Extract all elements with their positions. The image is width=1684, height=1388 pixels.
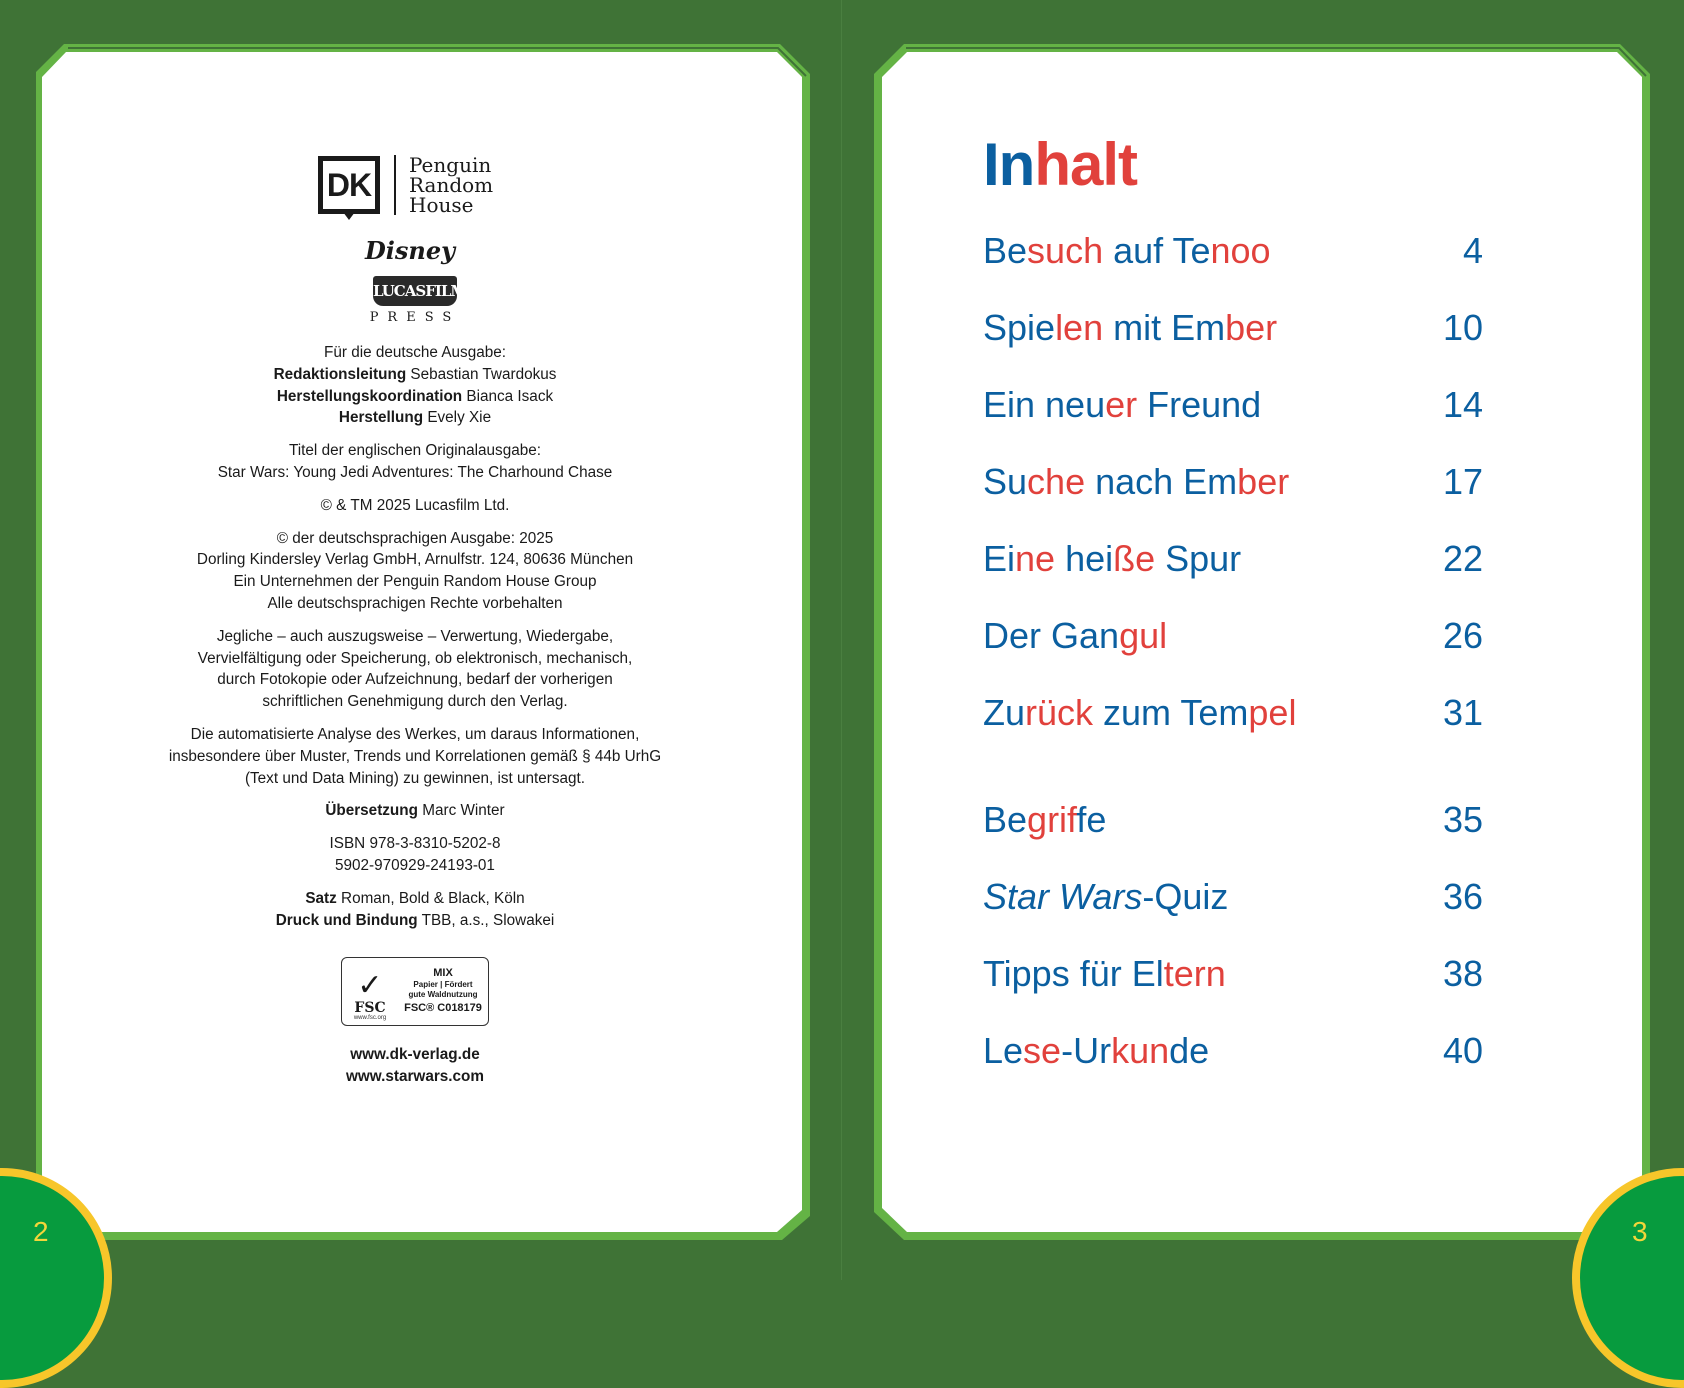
toc-entry-title: Lese-Urkunde xyxy=(983,1030,1210,1071)
toc-entry-title: Eine heiße Spur xyxy=(983,538,1242,579)
toc-entry-page: 26 xyxy=(1442,615,1483,656)
copyright-original: © & TM 2025 Lucasfilm Ltd. xyxy=(320,496,510,514)
toc-entry[interactable] xyxy=(983,872,1483,922)
toc-entry-title: Suche nach Ember xyxy=(983,461,1290,502)
toc-entry[interactable] xyxy=(983,688,1483,738)
lucasfilm-press-label: PRESS xyxy=(369,310,461,325)
tdm-notice: Die automatisierte Analyse des Werkes, um daraus Informationen, insbesondere über Muster, Trends und Korrelationen gemäß § 44b UrhG (Text und Data Mining) zu gewinnen, ist untersagt. xyxy=(168,725,662,787)
toc-entry-page: 14 xyxy=(1442,384,1483,425)
toc-entry[interactable] xyxy=(983,611,1483,661)
reproduction-notice: Jegliche – auch auszugsweise – Verwertung, Wiedergabe, Vervielfältigung oder Speicherung, ob elektronisch, mechanisch, durch Fotokopie oder Aufzeichnung, bedarf der vorherigen schriftlichen Genehmigung durch den Verlag. xyxy=(197,627,633,711)
credit-line: Redaktionsleitung Sebastian Twardokus xyxy=(273,365,557,383)
toc-entry[interactable] xyxy=(983,795,1483,845)
copyright-german-block: © der deutschsprachigen Ausgabe: 2025 Dorling Kindersley Verlag GmbH, Arnulfstr. 124, 80636 München Ein Unternehmen der Penguin Random House Group Alle deutschsprachigen Rechte vorbehalten xyxy=(196,529,634,612)
toc-entry-page: 36 xyxy=(1442,876,1483,917)
toc-entry-title: Der Gangul xyxy=(983,615,1168,656)
dk-verlag-link[interactable]: www.dk-verlag.de xyxy=(350,1046,480,1063)
left-page-imprint xyxy=(0,0,842,1280)
toc-title: Inhalt xyxy=(983,131,1137,198)
toc-entry[interactable] xyxy=(983,1026,1483,1076)
toc-entry[interactable] xyxy=(983,949,1483,999)
credit-line: Herstellungskoordination Bianca Isack xyxy=(276,387,554,405)
toc-entry[interactable] xyxy=(983,226,1483,276)
logo-divider xyxy=(394,155,396,215)
penguin-random-house-wordmark: Penguin Random House xyxy=(409,153,494,217)
page-number-left: 2 xyxy=(33,1216,49,1247)
fsc-certification-label: ✓ FSC www.fsc.org MIX Papier | Fördert gute Waldnutzung FSC® C018179 xyxy=(341,957,489,1026)
toc-entry-title: Besuch auf Tenoo xyxy=(983,230,1271,271)
dk-prh-logo xyxy=(318,155,493,215)
toc-entry-title: Tipps für Eltern xyxy=(983,953,1226,994)
page-number-right: 3 xyxy=(1632,1216,1648,1247)
toc-entry-title: Begriffe xyxy=(983,799,1107,840)
starwars-link[interactable]: www.starwars.com xyxy=(345,1068,484,1085)
toc-entry-page: 10 xyxy=(1442,307,1483,348)
toc-entry-title: Zurück zum Tempel xyxy=(983,692,1297,733)
imprint-text xyxy=(130,342,700,942)
toc-entry-page: 38 xyxy=(1442,953,1483,994)
production-credits: Satz Roman, Bold & Black, Köln Druck und Bindung TBB, a.s., Slowakei xyxy=(275,889,555,929)
toc-entry-title: Spielen mit Ember xyxy=(983,307,1278,348)
website-links xyxy=(130,1044,700,1088)
toc-entry[interactable] xyxy=(983,380,1483,430)
toc-entry-page: 17 xyxy=(1442,461,1483,502)
toc-entry[interactable] xyxy=(983,457,1483,507)
toc-entry-page: 4 xyxy=(1462,230,1483,271)
lucasfilm-logo-icon: LUCASFILM xyxy=(373,276,457,306)
toc-entry-page: 22 xyxy=(1442,538,1483,579)
isbn-block: ISBN 978-3-8310-5202-8 5902-970929-24193-01 xyxy=(329,835,501,874)
toc-entry-title: Ein neuer Freund xyxy=(983,384,1262,425)
credit-line: Herstellung Evely Xie xyxy=(338,409,492,427)
dk-logo-icon: DK xyxy=(318,156,380,214)
original-title-block: Titel der englischen Originalausgabe: Star Wars: Young Jedi Adventures: The Charhound Chase xyxy=(217,442,613,481)
toc-entry-page: 40 xyxy=(1442,1030,1483,1071)
toc-entry-page: 31 xyxy=(1442,692,1483,733)
toc-entry[interactable] xyxy=(983,303,1483,353)
fsc-tree-check-icon: ✓ xyxy=(357,969,383,1002)
toc-entry-title: Star Wars-Quiz xyxy=(983,876,1229,917)
german-edition-credits: Für die deutsche Ausgabe: Redaktionsleitung Sebastian Twardokus Herstellungskoordination Bianca Isack Herstellung Evely Xie xyxy=(130,342,700,429)
disney-logo-icon: Disney xyxy=(364,236,456,265)
toc-entry[interactable] xyxy=(983,534,1483,584)
toc-entry-page: 35 xyxy=(1442,799,1483,840)
translation-credit: Übersetzung Marc Winter xyxy=(325,802,505,820)
